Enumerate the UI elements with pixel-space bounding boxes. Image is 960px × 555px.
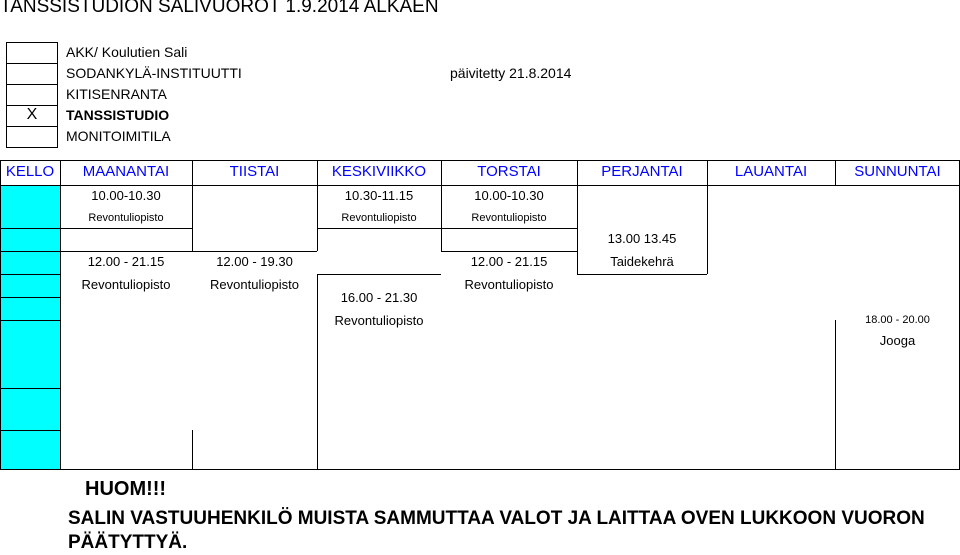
event-place-fri: Taidekehrä (610, 254, 674, 269)
grid-line (835, 160, 836, 186)
location-checkbox-monitoimitila[interactable] (6, 126, 58, 148)
location-label-tanssistudio: TANSSISTUDIO (66, 107, 170, 123)
col-header-sunnuntai: SUNNUNTAI (854, 163, 941, 180)
grid-line (0, 160, 1, 470)
grid-line (0, 388, 60, 389)
col-header-tiistai: TIISTAI (229, 163, 280, 180)
location-checkbox-akk[interactable] (6, 42, 58, 64)
grid-line (0, 251, 60, 252)
grid-line (192, 186, 193, 251)
event-place-wed-morning: Revontuliopisto (341, 212, 417, 224)
grid-line (577, 274, 707, 275)
location-label-akk: AKK/ Koulutien Sali (66, 44, 188, 60)
grid-line (441, 160, 442, 186)
grid-line (317, 274, 441, 275)
grid-line (317, 160, 318, 186)
event-place-tue-noon: Revontuliopisto (210, 277, 299, 292)
grid-line (707, 160, 708, 186)
grid-line (0, 430, 60, 431)
col-header-torstai: TORSTAI (477, 163, 541, 180)
event-time-thu-morning: 10.00-10.30 (474, 188, 544, 203)
grid-line (0, 160, 960, 161)
grid-line (60, 228, 192, 229)
event-place-thu-noon: Revontuliopisto (464, 277, 554, 292)
event-time-fri: 13.00 13.45 (607, 231, 677, 246)
location-checkbox-kitisenranta[interactable] (6, 84, 58, 106)
grid-line (0, 297, 60, 298)
schedule-table (0, 160, 960, 470)
location-label-kitisenranta: KITISENRANTA (66, 86, 167, 102)
grid-line (707, 186, 708, 274)
location-label-sodankyla: SODANKYLÄ-INSTITUUTTI (66, 65, 242, 81)
event-time-tue-noon: 12.00 - 19.30 (216, 254, 293, 269)
grid-line (0, 185, 960, 186)
grid-line (0, 274, 60, 275)
event-time-wed-morning: 10.30-11.15 (344, 188, 414, 203)
location-label-monitoimitila: MONITOIMITILA (66, 128, 171, 144)
grid-line (0, 320, 60, 321)
col-header-lauantai: LAUANTAI (734, 163, 808, 180)
selected-mark: X (26, 106, 38, 123)
col-header-keskiviikko: KESKIVIIKKO (331, 163, 427, 180)
col-header-perjantai: PERJANTAI (601, 163, 683, 180)
event-time-thu-noon: 12.00 - 21.15 (470, 254, 548, 269)
event-time-wed-afternoon: 16.00 - 21.30 (340, 290, 418, 305)
col-header-maanantai: MAANANTAI (82, 163, 170, 180)
grid-line (441, 228, 577, 229)
event-place-wed-afternoon: Revontuliopisto (334, 313, 424, 328)
grid-line (60, 160, 61, 186)
col-header-kello: KELLO (5, 163, 55, 180)
notice-heading: HUOM!!! (85, 478, 167, 500)
event-time-sun: 18.00 - 20.00 (865, 314, 930, 326)
grid-line (577, 160, 578, 186)
grid-line (192, 430, 193, 470)
updated-date: päivitetty 21.8.2014 (450, 65, 572, 81)
grid-line (317, 228, 441, 229)
grid-line (0, 469, 960, 470)
grid-line (192, 160, 193, 186)
page-title: TANSSISTUDION SALIVUOROT 1.9.2014 ALKAEN (0, 0, 439, 17)
event-place-thu-morning: Revontuliopisto (471, 212, 547, 224)
event-place-sun: Jooga (879, 333, 916, 348)
event-time-mon-noon: 12.00 - 21.15 (87, 254, 165, 269)
location-checkbox-sodankyla[interactable] (6, 63, 58, 85)
event-time-mon-morning: 10.00-10.30 (91, 188, 161, 203)
grid-line (0, 228, 60, 229)
event-place-mon-noon: Revontuliopisto (81, 277, 171, 292)
event-place-mon-morning: Revontuliopisto (88, 212, 164, 224)
notice-text: SALIN VASTUUHENKILÖ MUISTA SAMMUTTAA VALOT JA LAITTAA OVEN LUKKOON VUORON PÄÄTYTTYÄ. (68, 508, 925, 553)
